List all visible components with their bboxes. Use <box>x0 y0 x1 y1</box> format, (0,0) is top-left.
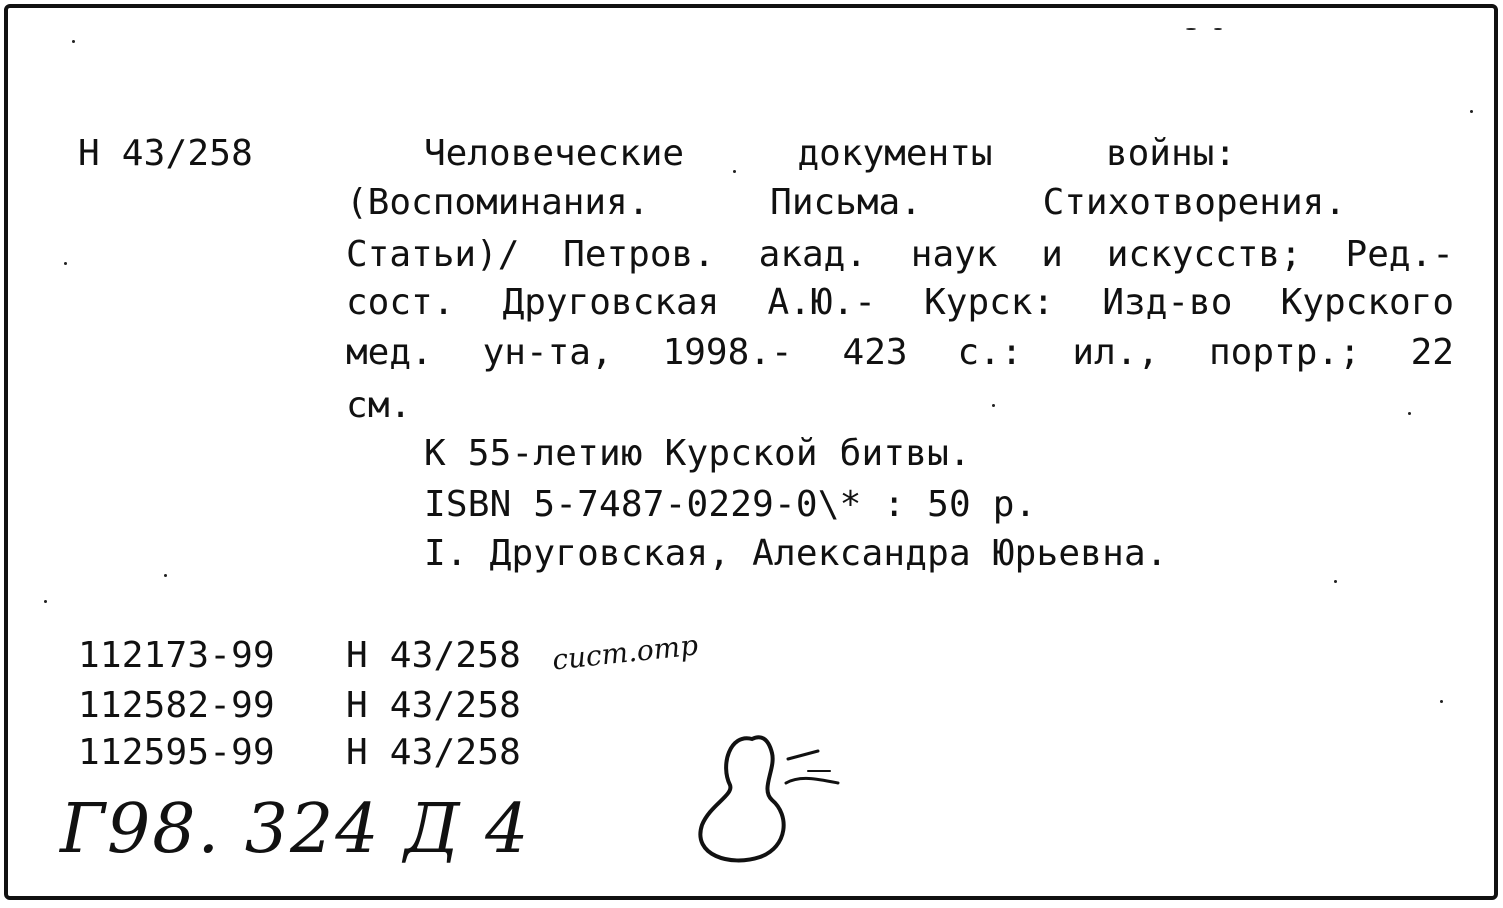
subject-entry: I. Друговская, Александра Юрьевна. <box>424 533 1168 574</box>
title-word: Письма. <box>770 182 922 223</box>
title-word: ун-та, <box>482 332 613 373</box>
title-word: Человеческие <box>424 133 685 174</box>
title-word: сост. <box>346 282 455 323</box>
title-word: 1998.- <box>662 332 793 373</box>
isbn: ISBN 5-7487-0229-0\* : 50 р. <box>424 484 1037 525</box>
handwritten-note: сист.отр <box>550 628 700 677</box>
title-line-1 <box>424 133 1236 174</box>
copy-number: 112173-99 <box>78 635 275 676</box>
handwritten-classification-code: Г98. 324 Д 4 <box>60 790 531 869</box>
title-word: 22 <box>1410 332 1454 373</box>
title-word: наук <box>910 234 998 275</box>
title-word: Ред.- <box>1345 234 1454 275</box>
title-word: Изд-во <box>1102 282 1233 323</box>
title-word: Петров. <box>563 234 715 275</box>
title-word: Стихотворения. <box>1042 182 1346 223</box>
handwritten-scribble <box>690 725 850 870</box>
copy-shelfmark: Н 43/258 <box>346 732 521 773</box>
note: К 55-летию Курской битвы. <box>424 433 971 474</box>
title-line-4 <box>346 282 1454 323</box>
title-word: акад. <box>758 234 868 275</box>
title-line-2 <box>346 182 1346 223</box>
title-word: с.: <box>957 332 1023 373</box>
title-word: ил., <box>1072 332 1160 373</box>
title-line-3 <box>346 234 1454 275</box>
title-word: Друговская <box>502 282 720 323</box>
title-word: искусств; <box>1106 234 1302 275</box>
copy-shelfmark: Н 43/258 <box>346 685 521 726</box>
shelfmark: Н 43/258 <box>78 133 253 174</box>
title-line-6: см. <box>346 385 412 426</box>
title-word: мед. <box>346 332 433 373</box>
copy-number: 112582-99 <box>78 685 275 726</box>
title-word: документы <box>797 133 993 174</box>
title-word: Статьи)/ <box>346 234 520 275</box>
title-line-5 <box>346 332 1454 373</box>
title-word: 423 <box>842 332 908 373</box>
title-word: А.Ю.- <box>767 282 876 323</box>
copy-number: 112595-99 <box>78 732 275 773</box>
title-word: портр.; <box>1209 332 1361 373</box>
copy-shelfmark: Н 43/258 <box>346 635 521 676</box>
title-word: Курского <box>1280 282 1454 323</box>
title-word: (Воспоминания. <box>346 182 650 223</box>
title-word: и <box>1041 234 1063 275</box>
title-word: Курск: <box>924 282 1055 323</box>
title-word: войны: <box>1105 133 1236 174</box>
